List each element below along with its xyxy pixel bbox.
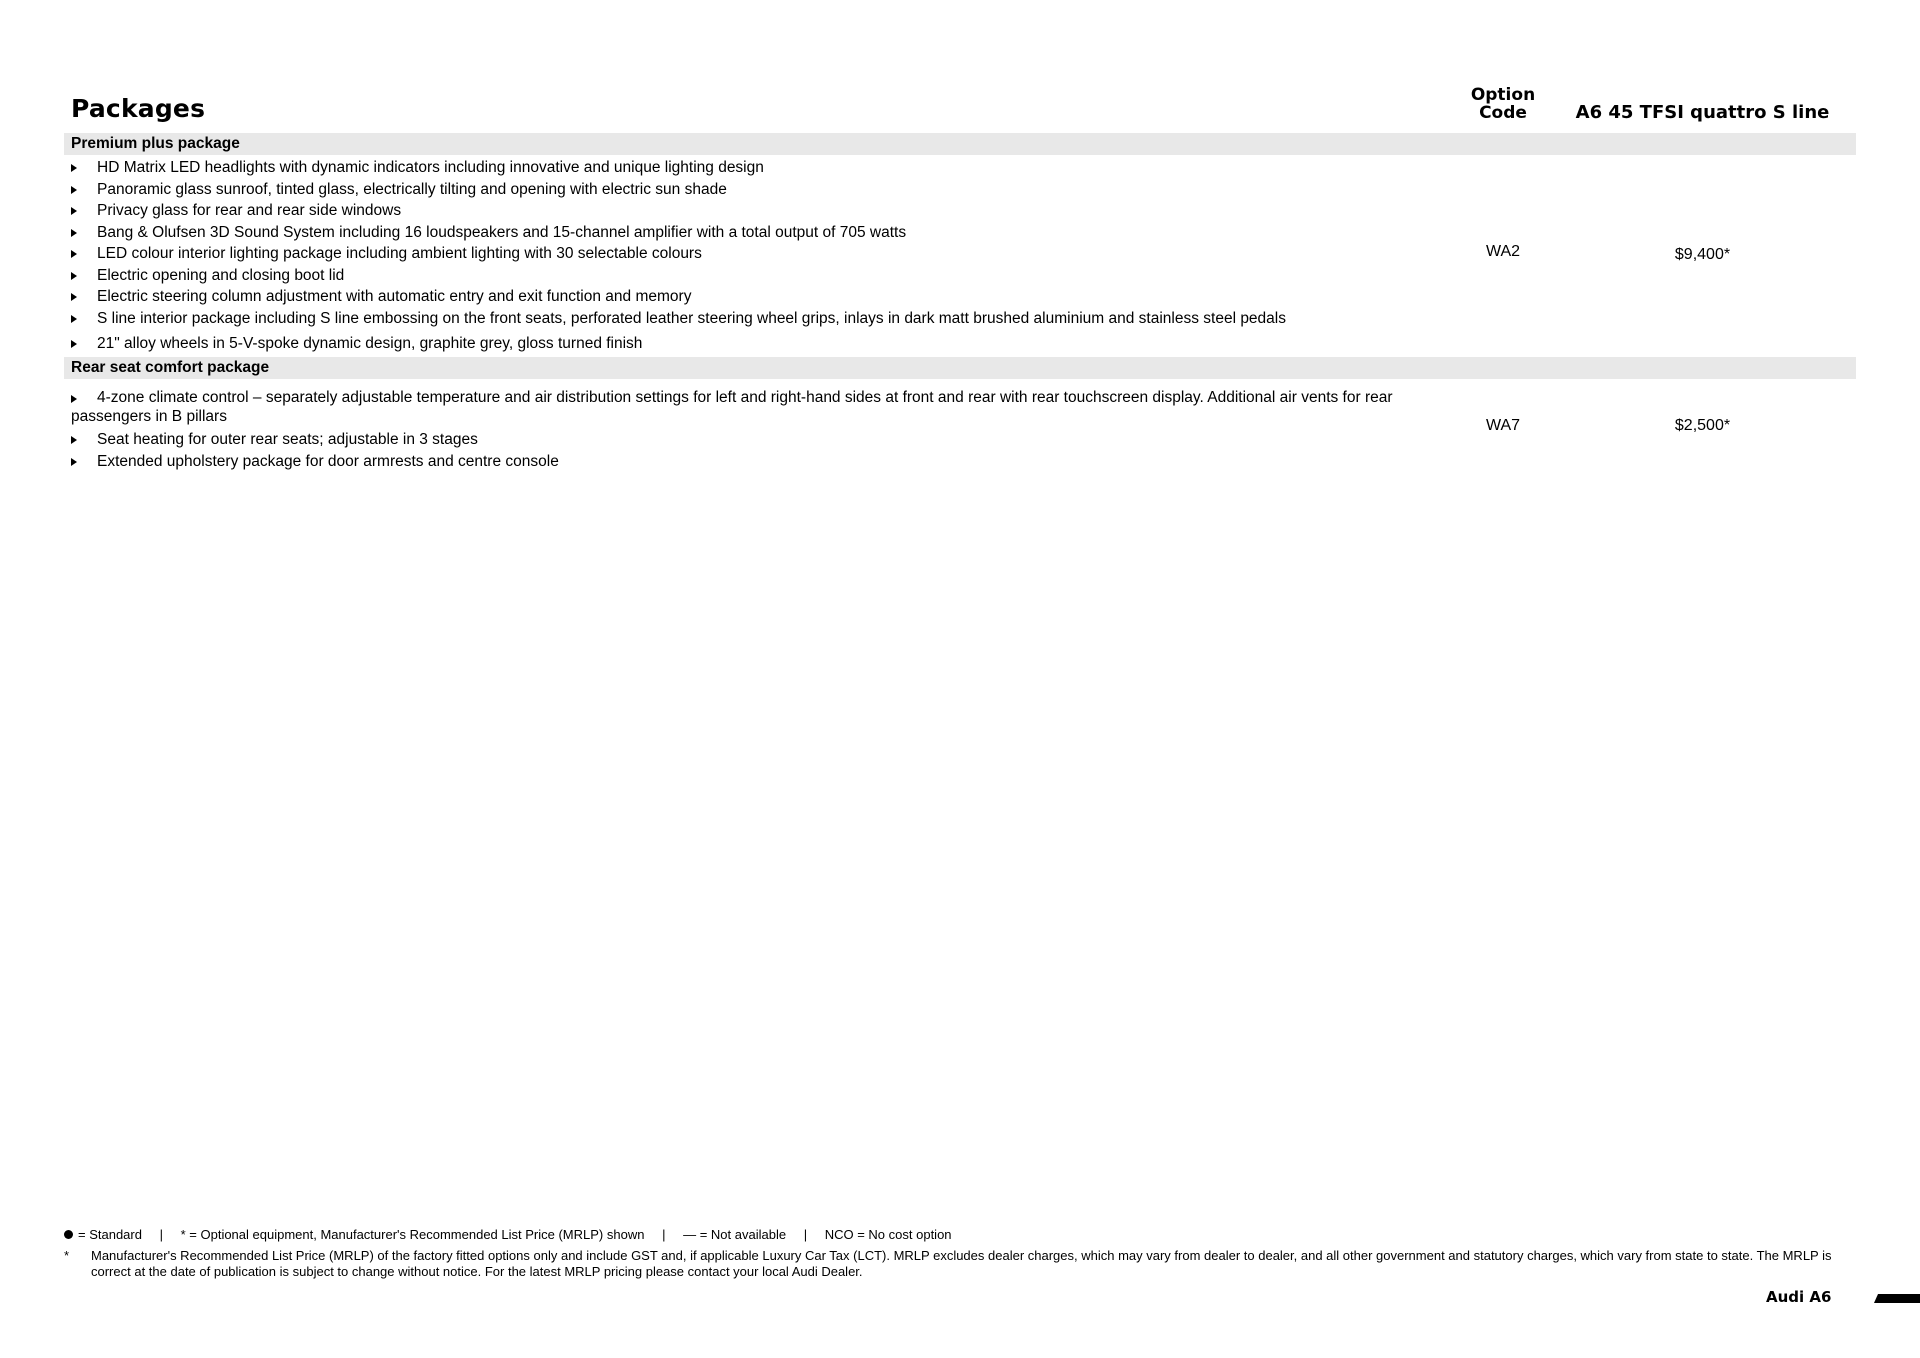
item-text: Electric opening and closing boot lid [97,266,345,284]
list-item [71,388,1451,426]
legend-separator: | [159,1227,163,1242]
option-price: $9,400* [1674,246,1731,263]
bullet-arrow-icon [71,186,77,194]
bullet-arrow-icon [71,395,77,403]
footnote [64,1248,1854,1280]
item-text: S line interior package including S line embossing on the front seats, perforated leather steering wheel grips, inlays in dark matt brushed aluminium and stainless steel pedals [97,309,1286,327]
footnote-text: Manufacturer's Recommended List Price (MRLP) of the factory fitted options only and include GST and, if applicable Luxury Car Tax (LCT). MRLP excludes dealer charges, which may vary from dealer to dealer, and all other government and statutory charges, which vary from state to state. The MRLP is correct at the date of publication is subject to change without notice. For the latest MRLP pricing please contact your local Audi Dealer. [91,1248,1832,1279]
package-name: Premium plus package [71,135,240,152]
list-item [71,222,1286,244]
list-item [71,243,1286,265]
list-item [71,451,1451,473]
bullet-arrow-icon [71,272,77,280]
bullet-arrow-icon [71,229,77,237]
legend-nco: NCO = No cost option [824,1227,952,1242]
bullet-arrow-icon [71,293,77,301]
option-code: WA7 [1485,417,1521,434]
list-item [71,333,1286,355]
bullet-arrow-icon [71,458,77,466]
list-item [71,157,1286,179]
item-text: 4-zone climate control – separately adjustable temperature and air distribution settings for left and right-hand sides at front and rear with rear touchscreen display. Additional air vents for rear passengers in B pillars [71,389,1393,425]
standard-dot-icon [64,1230,73,1239]
bullet-arrow-icon [71,340,77,348]
item-text: LED colour interior lighting package including ambient lighting with 30 selectable colours [97,245,702,262]
package-band-premium-plus [64,133,1856,155]
legend-not-available: — = Not available [683,1227,787,1242]
option-code-column-header [1450,86,1556,122]
bullet-arrow-icon [71,164,77,172]
footnote-mark: * [64,1248,70,1263]
legend-separator: | [803,1227,808,1242]
package-items-premium-plus [71,157,1286,355]
legend-separator: | [662,1227,666,1242]
legend-optional: * = Optional equipment, Manufacturer's Recommended List Price (MRLP) shown [180,1227,645,1242]
model-column-header: A6 45 TFSI quattro S line [1575,102,1830,123]
item-text: Electric steering column adjustment with automatic entry and exit function and memory [97,288,692,305]
option-price: $2,500* [1674,417,1731,434]
item-text: Panoramic glass sunroof, tinted glass, electrically tilting and opening with electric sun shade [97,180,727,198]
brand-bar-decoration [1874,1294,1920,1303]
item-text: Extended upholstery package for door armrests and centre console [97,452,559,470]
page-title: Packages [71,94,206,123]
option-code-header-line2: Code [1479,103,1527,123]
item-text: HD Matrix LED headlights with dynamic indicators including innovative and unique lighting design [97,159,764,176]
list-item [71,200,1286,222]
legend [64,1227,952,1242]
brand-label: Audi A6 [1766,1288,1832,1306]
legend-standard: = Standard [78,1227,142,1242]
package-band-rear-seat-comfort [64,357,1856,379]
list-item [71,308,1286,330]
option-code-header-line1: Option [1470,85,1536,105]
list-item [71,179,1286,201]
item-text: Privacy glass for rear and rear side windows [97,202,402,219]
option-code: WA2 [1485,243,1521,260]
package-items-rear-seat-comfort [71,388,1451,472]
bullet-arrow-icon [71,250,77,258]
item-text: 21" alloy wheels in 5-V-spoke dynamic design, graphite grey, gloss turned finish [97,335,643,352]
item-text: Seat heating for outer rear seats; adjustable in 3 stages [97,431,478,448]
bullet-arrow-icon [71,315,77,323]
bullet-arrow-icon [71,436,77,444]
item-text: Bang & Olufsen 3D Sound System including 16 loudspeakers and 15-channel amplifier with a total output of 705 watts [97,223,907,241]
list-item [71,429,1451,451]
list-item [71,286,1286,308]
bullet-arrow-icon [71,207,77,215]
list-item [71,265,1286,287]
package-name: Rear seat comfort package [71,359,270,376]
